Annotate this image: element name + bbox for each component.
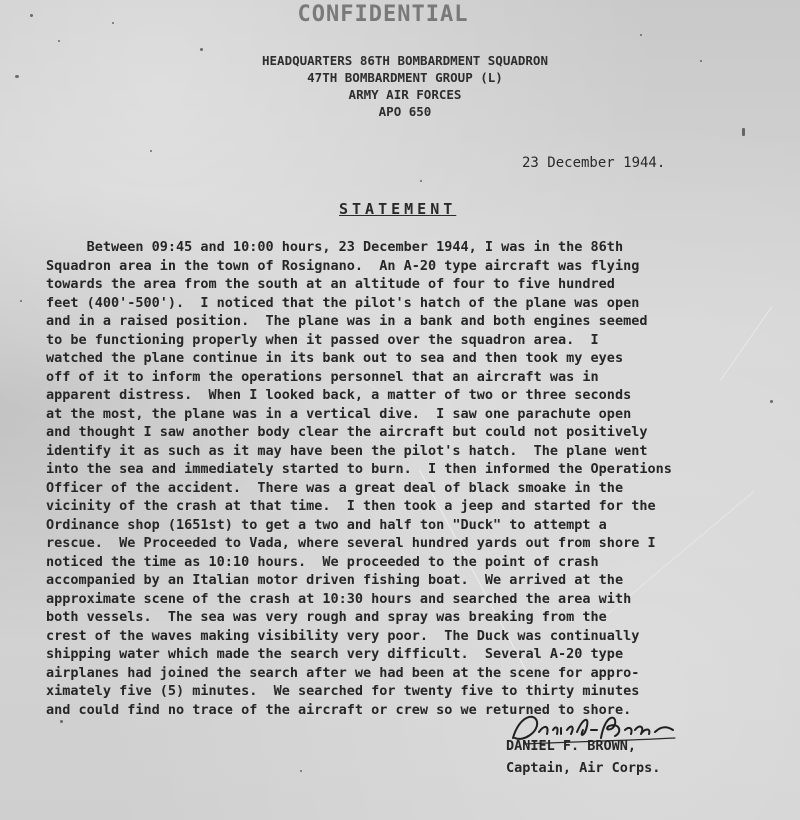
statement-line: and thought I saw another body clear the aircraft but could not positively <box>46 424 648 440</box>
letterhead-line: ARMY AIR FORCES <box>348 87 462 102</box>
statement-line: to be functioning properly when it passed over the squadron area. I <box>46 331 599 348</box>
scan-speck <box>770 400 773 403</box>
scan-speck <box>200 48 203 51</box>
statement-line: and in a raised position. The plane was in a bank and both engines seemed <box>46 313 648 329</box>
classification-stamp: CONFIDENTIAL <box>297 2 469 27</box>
statement-line: identify it as such as it may have been the pilot's hatch. The plane went <box>46 442 648 459</box>
statement-body <box>46 238 736 719</box>
scan-speck <box>60 720 63 723</box>
statement-line: noticed the time as 10:10 hours. We proceeded to the point of crash <box>46 553 599 570</box>
statement-line: Officer of the accident. There was a great deal of black smoake in the <box>46 479 624 496</box>
letterhead <box>250 52 560 120</box>
statement-line: accompanied by an Italian motor driven fishing boat. We arrived at the <box>46 572 624 588</box>
statement-line: into the sea and immediately started to burn. I then informed the Operations <box>46 461 672 477</box>
letterhead-line: APO 650 <box>378 104 432 119</box>
letterhead-line: 47TH BOMBARDMENT GROUP (L) <box>307 70 503 85</box>
scan-speck <box>300 770 302 772</box>
statement-line: watched the plane continue in its bank out to sea and then took my eyes <box>46 350 624 366</box>
statement-line: rescue. We Proceeded to Vada, where several hundred yards out from shore I <box>46 535 656 551</box>
document-date: 23 December 1944. <box>522 155 666 171</box>
statement-line: off of it to inform the operations personnel that an aircraft was in <box>46 368 599 385</box>
statement-line: approximate scene of the crash at 10:30 hours and searched the area with <box>46 590 632 607</box>
statement-line: feet (400'-500'). I noticed that the pilot's hatch of the plane was open <box>46 294 640 311</box>
scan-speck <box>112 22 114 24</box>
scan-speck <box>30 14 33 17</box>
letterhead-line: HEADQUARTERS 86TH BOMBARDMENT SQUADRON <box>262 53 548 68</box>
signatory-name: DANIEL F. BROWN, <box>506 738 637 754</box>
scan-speck <box>700 60 702 62</box>
statement-line: crest of the waves making visibility very poor. The Duck was continually <box>46 627 640 644</box>
statement-line: vicinity of the crash at that time. I then took a jeep and started for the <box>46 498 656 514</box>
signatory-rank: Captain, Air Corps. <box>506 760 661 776</box>
statement-line: both vessels. The sea was very rough and spray was breaking from the <box>46 609 607 625</box>
statement-line: airplanes had joined the search after we had been at the scene for appro- <box>46 664 640 681</box>
statement-line: Squadron area in the town of Rosignano. An A-20 type aircraft was flying <box>46 257 640 274</box>
scan-speck <box>58 40 60 42</box>
scan-speck <box>420 180 422 182</box>
statement-line: and could find no trace of the aircraft or crew so we returned to shore. <box>46 701 632 718</box>
statement-line: apparent distress. When I looked back, a matter of two or three seconds <box>46 387 632 403</box>
statement-line: Between 09:45 and 10:00 hours, 23 December 1944, I was in the 86th <box>46 239 624 255</box>
statement-line: Ordinance shop (1651st) to get a two and half ton "Duck" to attempt a <box>46 516 607 533</box>
scan-speck <box>150 150 152 152</box>
statement-line: ximately five (5) minutes. We searched for twenty five to thirty minutes <box>46 683 640 699</box>
scan-speck <box>15 75 19 78</box>
scan-speck <box>742 128 745 136</box>
document-title: STATEMENT <box>339 200 457 218</box>
statement-line: at the most, the plane was in a vertical dive. I saw one parachute open <box>46 405 632 422</box>
statement-line: towards the area from the south at an altitude of four to five hundred <box>46 276 615 292</box>
scan-speck <box>20 300 22 302</box>
statement-line: shipping water which made the search very difficult. Several A-20 type <box>46 646 624 662</box>
scan-speck <box>640 34 642 36</box>
